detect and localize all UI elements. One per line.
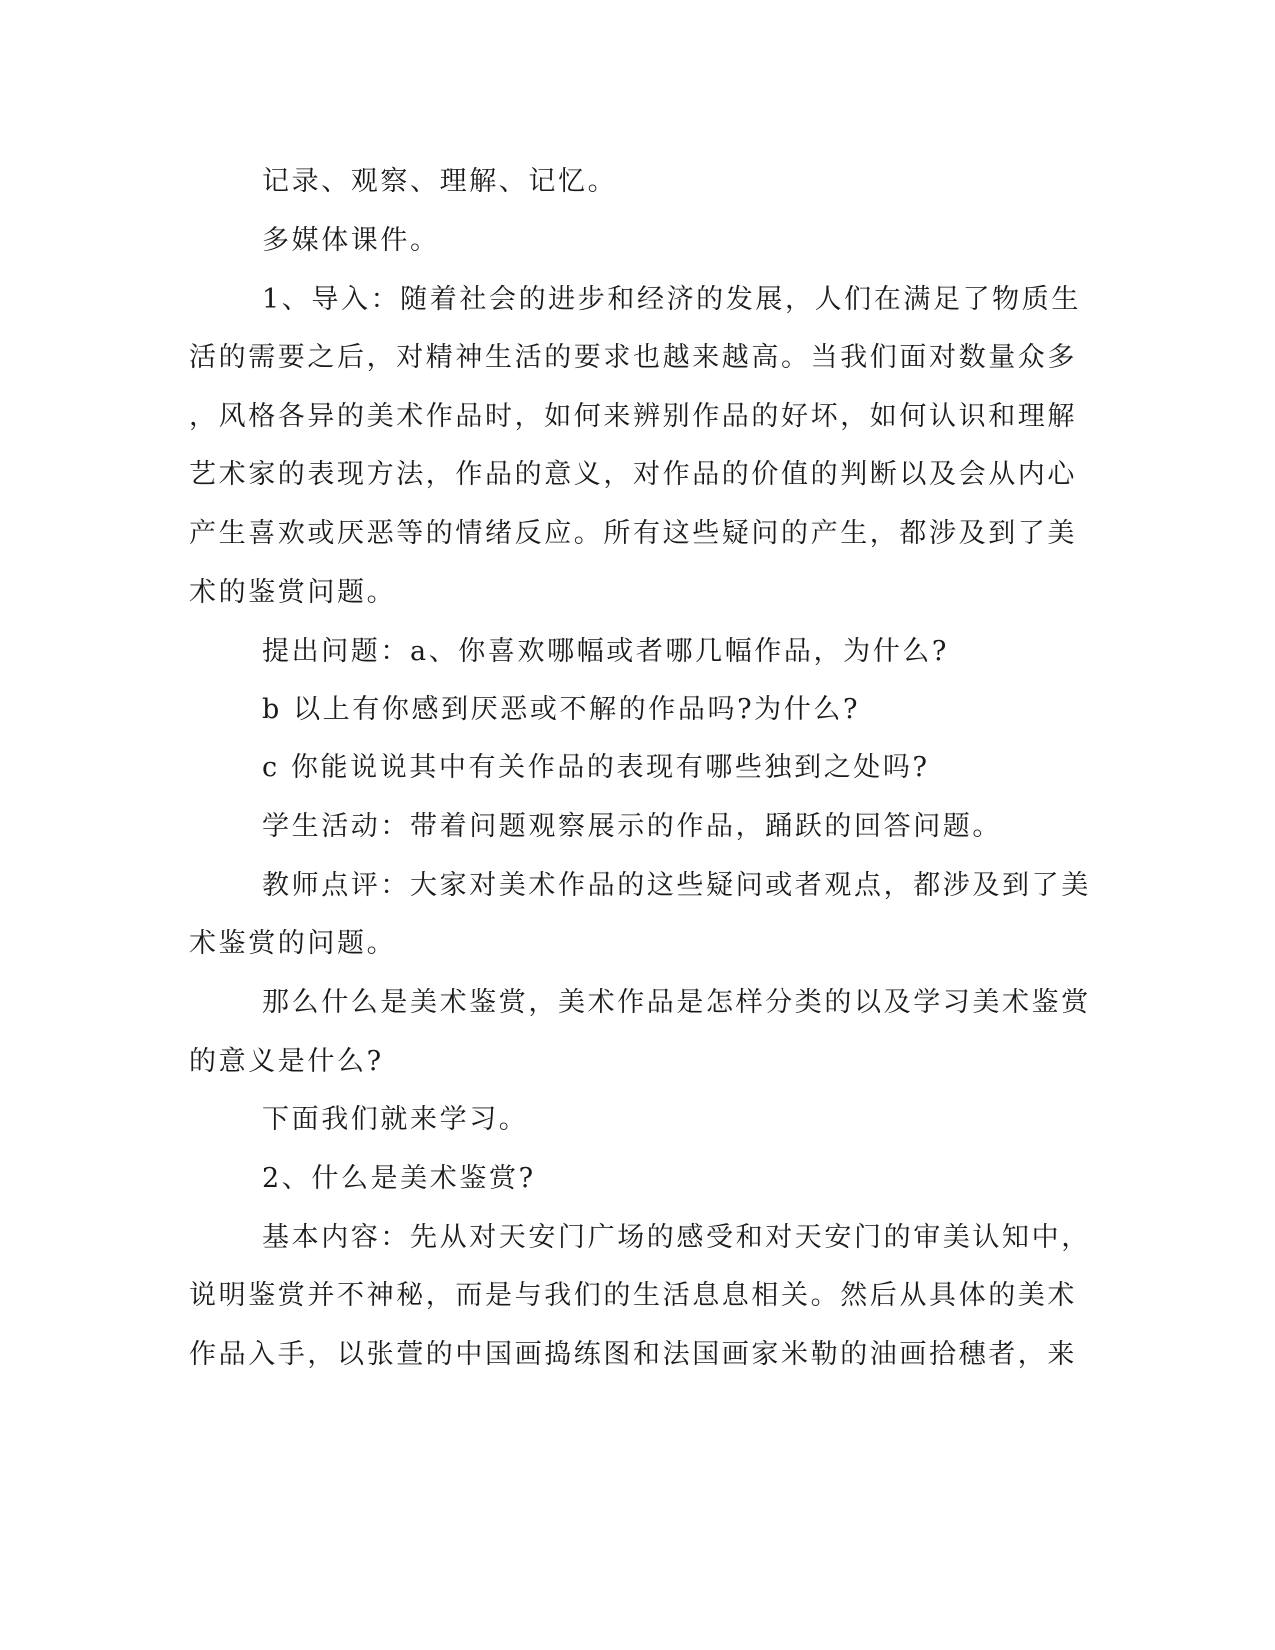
text-line: 说明鉴赏并不神秘，而是与我们的生活息息相关。然后从具体的美术 (189, 1280, 1077, 1311)
text-line: 术鉴赏的问题。 (189, 928, 397, 959)
text-line: 学生活动：带着问题观察展示的作品，踊跃的回答问题。 (262, 811, 1002, 842)
text-line: c 你能说说其中有关作品的表现有哪些独到之处吗? (262, 752, 930, 783)
text-line: 那么什么是美术鉴赏，美术作品是怎样分类的以及学习美术鉴赏 (262, 987, 1091, 1018)
text-line: 基本内容：先从对天安门广场的感受和对天安门的审美认知中， (262, 1222, 1091, 1253)
text-line: 1、导入：随着社会的进步和经济的发展，人们在满足了物质生 (262, 284, 1081, 315)
text-line: b 以上有你感到厌恶或不解的作品吗?为什么? (262, 694, 861, 725)
text-line: 作品入手，以张萱的中国画捣练图和法国画家米勒的油画拾穗者，来 (189, 1339, 1077, 1370)
text-line: 活的需要之后，对精神生活的要求也越来越高。当我们面对数量众多 (189, 342, 1077, 373)
text-line: 提出问题：a、你喜欢哪幅或者哪几幅作品，为什么? (262, 636, 949, 667)
text-line: ，风格各异的美术作品时，如何来辨别作品的好坏，如何认识和理解 (189, 401, 1077, 432)
text-line: 教师点评：大家对美术作品的这些疑问或者观点，都涉及到了美 (262, 870, 1091, 901)
text-line: 产生喜欢或厌恶等的情绪反应。所有这些疑问的产生，都涉及到了美 (189, 518, 1077, 549)
text-line: 术的鉴赏问题。 (189, 577, 397, 608)
text-line: 的意义是什么? (189, 1046, 384, 1077)
text-line: 下面我们就来学习。 (262, 1104, 529, 1135)
text-line: 多媒体课件。 (262, 225, 440, 256)
text-line: 记录、观察、理解、记忆。 (262, 166, 618, 197)
text-line: 2、什么是美术鉴赏? (262, 1163, 536, 1194)
text-line: 艺术家的表现方法，作品的意义，对作品的价值的判断以及会从内心 (189, 459, 1077, 490)
